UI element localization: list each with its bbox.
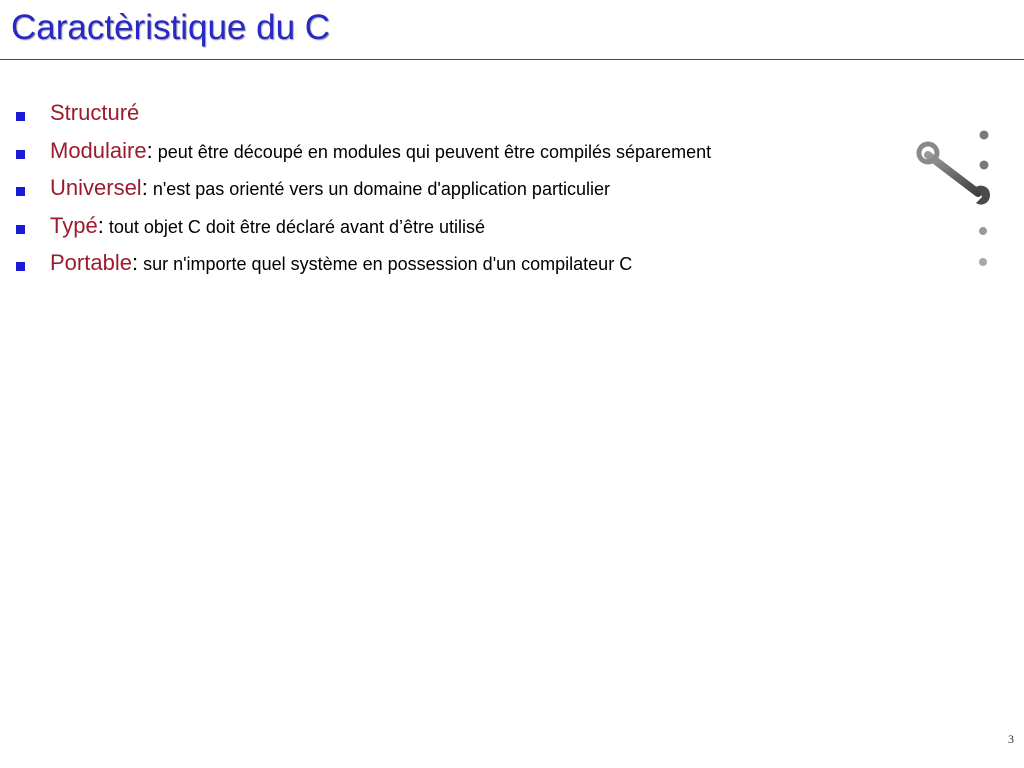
bullet-description: tout objet C doit être déclaré avant d’être utilisé	[103, 216, 486, 237]
bullet-text	[50, 175, 610, 201]
bullet-marker-icon	[16, 187, 25, 196]
bullet-description: peut être découpé en modules qui peuvent être compilés séparement	[152, 141, 712, 162]
bullet-term: Typé	[50, 212, 98, 238]
bullet-marker-icon	[16, 112, 25, 121]
bullet-description: sur n'importe quel système en possession d'un compilateur C	[138, 254, 633, 274]
bullet-term: Portable	[50, 250, 132, 275]
bullet-text	[50, 213, 485, 239]
page-number: 3	[1008, 732, 1014, 746]
bullet-colon: :	[146, 137, 153, 163]
bullet-term: Modulaire	[50, 137, 147, 163]
bullet-colon: :	[97, 212, 104, 238]
title-divider	[0, 59, 1024, 60]
bullet-text	[50, 250, 632, 276]
bullet-colon: :	[131, 250, 139, 275]
bullet-term: Universel	[50, 175, 142, 200]
bullet-term: Structuré	[50, 100, 140, 125]
bullet-text	[50, 100, 139, 126]
wrench-icon	[912, 125, 1002, 275]
bullet-marker-icon	[16, 262, 25, 271]
bullet-marker-icon	[16, 150, 25, 159]
slide-title: Caractèristique du C	[11, 8, 331, 47]
bullet-colon: :	[141, 175, 148, 200]
bullet-text	[50, 138, 711, 164]
bullet-description: n'est pas orienté vers un domaine d'application particulier	[147, 179, 610, 199]
bullet-marker-icon	[16, 225, 25, 234]
